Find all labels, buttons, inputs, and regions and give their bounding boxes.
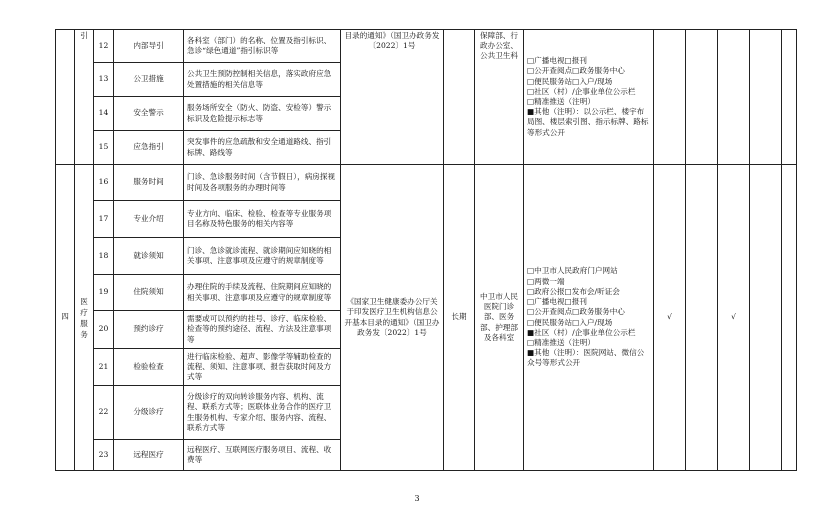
row-content: 进行临床检验、超声、影像学等辅助检查的流程、须知、注意事项、报告获取时间及方式等 [184, 349, 341, 386]
row-item: 住院须知 [114, 275, 184, 311]
row-number: 13 [94, 63, 114, 97]
option-line: □社区（村）/企事业单位公示栏 [527, 86, 636, 96]
category-cell: 医疗服务 [75, 165, 94, 471]
row-number: 17 [94, 201, 114, 238]
section-number-cell [56, 30, 75, 165]
row-item: 预约诊疗 [114, 311, 184, 349]
scope-cell [782, 30, 797, 165]
period-cell: 长期 [444, 165, 475, 471]
row-content: 服务场所安全（防火、防盗、安检等）警示标识及危险提示标志等 [184, 97, 341, 131]
row-content: 各科室（部门）的名称、位置及指引标识、急诊“绿色通道”指引标识等 [184, 30, 341, 63]
row-number: 23 [94, 440, 114, 471]
option-line: □便民服务站□入户/现场 [527, 317, 613, 327]
option-line: □精准推送（注明） [527, 337, 595, 347]
row-content: 分级诊疗的双向转诊服务内容、机构、流程、联系方式等；医联体业务合作的医疗卫生服务机构、专家介绍、服务内容、流程、联系方式等 [184, 386, 341, 440]
option-line: □政府公报□发布会/听证会 [527, 286, 620, 296]
row-number: 16 [94, 165, 114, 201]
row-number: 12 [94, 30, 114, 63]
check-mark: √ [718, 165, 750, 471]
row-item: 检验检查 [114, 349, 184, 386]
scope-cell [686, 165, 718, 471]
channel-options [524, 30, 654, 165]
row-number: 14 [94, 97, 114, 131]
section-number-cell: 四 [56, 165, 75, 471]
row-item: 内部导引 [114, 30, 184, 63]
row-item: 专业介绍 [114, 201, 184, 238]
channel-options [524, 165, 654, 471]
scope-cell [782, 165, 797, 471]
page-number: 3 [414, 494, 420, 503]
row-item: 应急指引 [114, 131, 184, 165]
table-row [56, 30, 797, 63]
row-number: 15 [94, 131, 114, 165]
row-content: 突发事件的应急疏散和安全通道路线、指引标牌、路线等 [184, 131, 341, 165]
row-item: 分级诊疗 [114, 386, 184, 440]
row-number: 19 [94, 275, 114, 311]
scope-cell [718, 30, 750, 165]
option-line: □便民服务站□入户/现场 [527, 76, 613, 86]
department-cell: 保障部、行政办公室、公共卫生科 [475, 30, 524, 165]
table-row [56, 165, 797, 201]
option-line: □两微一端 [527, 276, 565, 286]
category-cell: 引 [75, 30, 94, 165]
row-content: 需要或可以预约的挂号、诊疗、临床检验、检查等的预约途径、流程、方法及注意事项等 [184, 311, 341, 349]
row-item: 远程医疗 [114, 440, 184, 471]
option-line: □公开查阅点□政务服务中心 [527, 307, 625, 317]
row-number: 18 [94, 238, 114, 275]
option-line: □广播电视□报刊 [527, 297, 587, 307]
check-mark: √ [654, 165, 686, 471]
row-number: 21 [94, 349, 114, 386]
disclosure-table [55, 29, 797, 471]
option-line: □精准推送（注明） [527, 97, 595, 106]
scope-cell [750, 165, 782, 471]
scope-cell [654, 30, 686, 165]
option-line: ■其他（注明）：以公示栏、楼宇布局图、楼层索引图、指示标牌、路标等形式公开 [527, 107, 649, 137]
row-number: 20 [94, 311, 114, 349]
row-item: 公卫措施 [114, 63, 184, 97]
option-line: ■社区（村）/企事业单位公示栏 [527, 327, 636, 337]
row-item: 就诊须知 [114, 238, 184, 275]
option-line: ■其他（注明）：医院网站、微信公众号等形式公开 [527, 348, 645, 368]
row-content: 办理住院的手续及流程、住院期间应知晓的相关事项、注意事项及应遵守的规章制度等 [184, 275, 341, 311]
basis-document: 《国家卫生健康委办公厅关于印发医疗卫生机构信息公开基本目录的通知》（国卫办政务发〔2022〕1号 [341, 165, 444, 471]
basis-document: 目录的通知》（国卫办政务发〔2022〕1号 [341, 30, 444, 165]
scope-cell [686, 30, 718, 165]
period-cell [444, 30, 475, 165]
row-content: 专业方向、临床、检验、检查等专业服务项目名称及特色服务的相关内容等 [184, 201, 341, 238]
option-line: □公开查阅点□政务服务中心 [527, 66, 625, 76]
row-number: 22 [94, 386, 114, 440]
row-content: 门诊、急诊服务时间（含节假日），病房探视时间及各项服务的办理时间等 [184, 165, 341, 201]
option-line: □广播电视□报刊 [527, 56, 587, 66]
row-content: 门诊、急诊就诊流程、就诊期间应知晓的相关事项、注意事项及应遵守的规章制度等 [184, 238, 341, 275]
scope-cell [750, 30, 782, 165]
department-cell: 中卫市人民医院门诊部、医务部、护理部及各科室 [475, 165, 524, 471]
row-content: 公共卫生预防控制相关信息，落实政府应急处置措施的相关信息等 [184, 63, 341, 97]
row-item: 安全警示 [114, 97, 184, 131]
row-item: 服务时间 [114, 165, 184, 201]
row-content: 远程医疗、互联网医疗服务项目、流程、收费等 [184, 440, 341, 471]
option-line: □中卫市人民政府门户网站 [527, 266, 618, 276]
